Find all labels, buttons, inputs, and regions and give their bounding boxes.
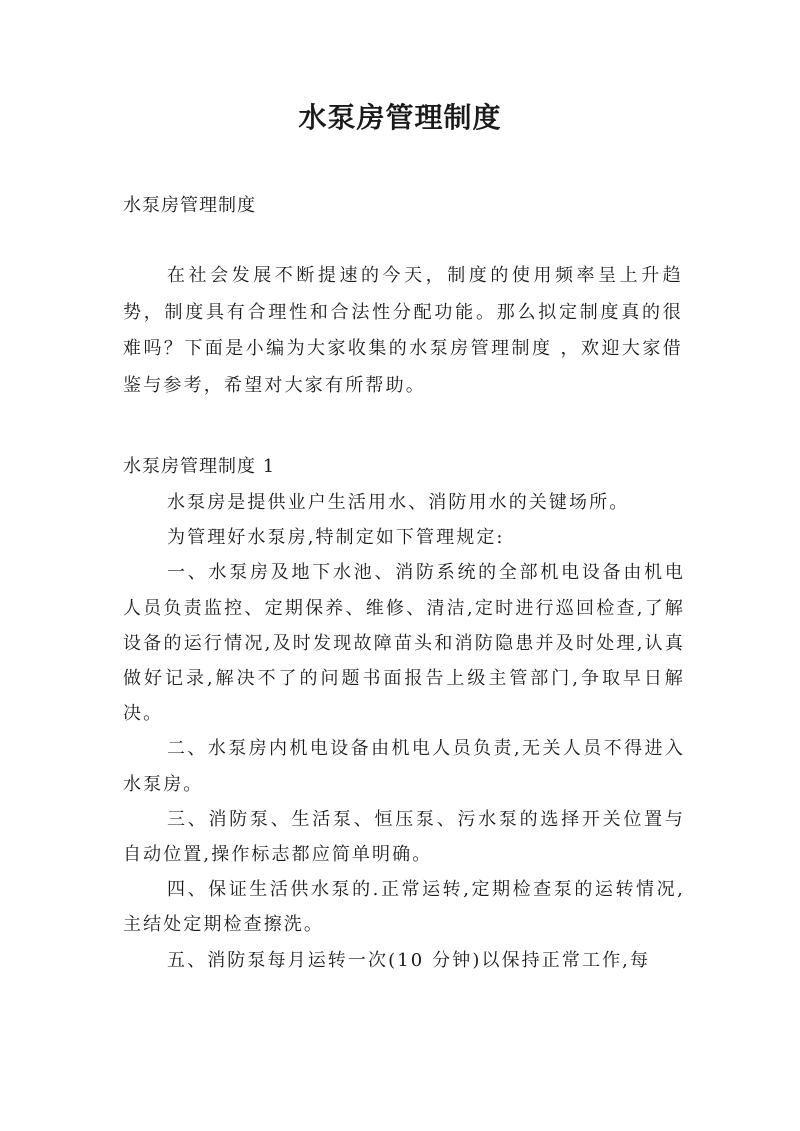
body-paragraph: 水泵房是提供业户生活用水、消防用水的关键场所。 bbox=[167, 492, 630, 513]
body-paragraph: 一、水泵房及地下水池、消防系统的全部机电设备由机电人员负责监控、定期保养、维修、清洁,定时进行巡回检查,了解设备的运行情况,及时发现故障苗头和消防隐患并及时处理,认真做好记录,解决不了的问题书面报告上级主管部门,争取早日解决。 bbox=[123, 562, 685, 725]
section-body bbox=[123, 485, 685, 978]
body-paragraph: 四、保证生活供水泵的.正常运转,定期检查泵的运转情况,主结处定期检查擦洗。 bbox=[123, 879, 685, 936]
body-paragraph: 三、消防泵、生活泵、恒压泵、污水泵的选择开关位置与自动位置,操作标志都应简单明确。 bbox=[123, 808, 685, 866]
section-heading: 水泵房管理制度 1 bbox=[123, 456, 276, 477]
document-subtitle: 水泵房管理制度 bbox=[123, 195, 256, 216]
body-paragraph: 二、水泵房内机电设备由机电人员负责,无关人员不得进入水泵房。 bbox=[123, 738, 685, 795]
intro-paragraph: 在社会发展不断提速的今天，制度的使用频率呈上升趋势，制度具有合理性和合法性分配功能。那么拟定制度真的很难吗？下面是小编为大家收集的水泵房管理制度 ，欢迎大家借鉴与参考，希望对大家有所帮助。 bbox=[123, 265, 683, 396]
body-paragraph: 为管理好水泵房,特制定如下管理规定: bbox=[167, 527, 505, 549]
body-paragraph: 五、消防泵每月运转一次(10 分钟)以保持正常工作,每 bbox=[167, 949, 651, 971]
page-title: 水泵房管理制度 bbox=[298, 101, 502, 134]
